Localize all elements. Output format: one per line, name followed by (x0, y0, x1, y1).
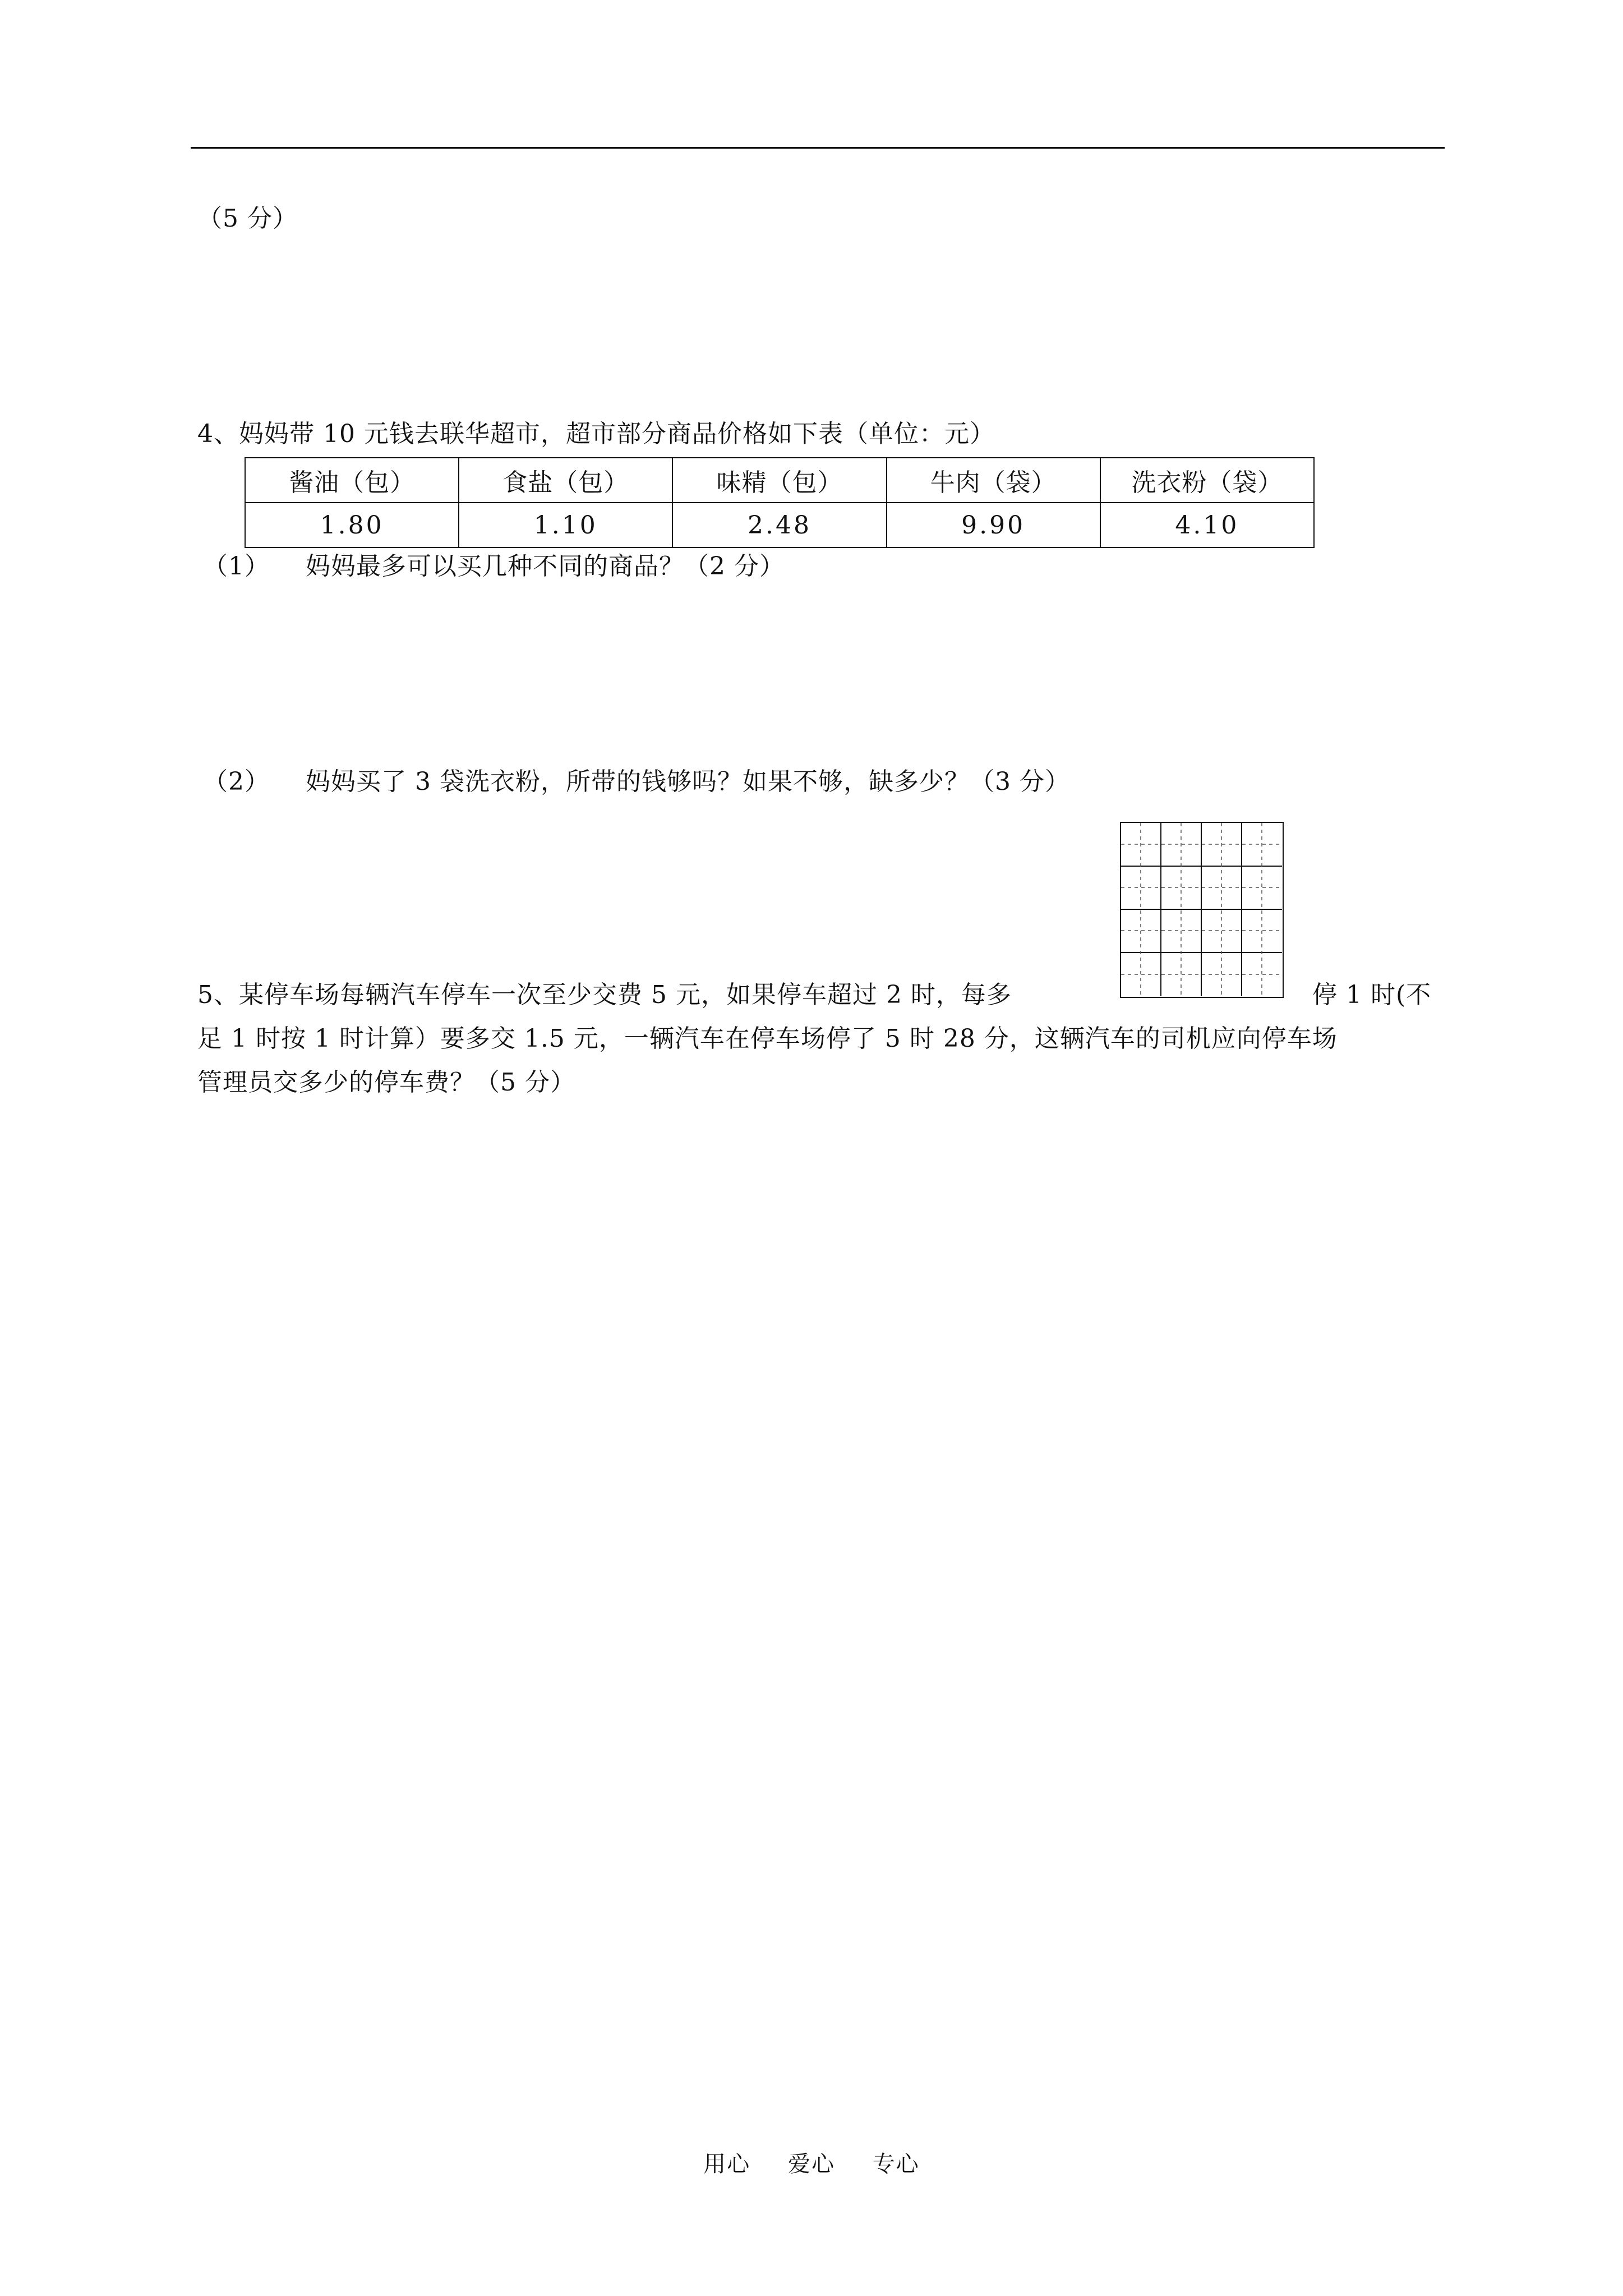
q5-line1-left: 5、某停车场每辆汽车停车一次至少交费 5 元，如果停车超过 2 时，每多 (197, 981, 1012, 1009)
q4-sub1-text: 妈妈最多可以买几种不同的商品？（2 分） (306, 552, 785, 581)
grid-lines (1121, 823, 1282, 996)
footer-item: 用心 (703, 2151, 751, 2177)
price-table-value-cell: 1.10 (459, 503, 672, 547)
price-table-header-row (245, 458, 1314, 503)
price-table-value-cell: 2.48 (672, 503, 886, 547)
footer (0, 2146, 1623, 2178)
price-table-value-cell: 1.80 (245, 503, 459, 547)
price-table-header-cell: 酱油（包） (245, 458, 459, 503)
q4-sub2-text: 妈妈买了 3 袋洗衣粉，所带的钱够吗？如果不够，缺多少？（3 分） (306, 767, 1070, 796)
q3-score: （5 分） (197, 204, 298, 233)
footer-item: 专心 (872, 2151, 920, 2177)
price-table-header-cell: 食盐（包） (459, 458, 672, 503)
price-table-header-cell: 味精（包） (672, 458, 886, 503)
q4-sub1-label: （1） (203, 552, 270, 581)
q4-sub2-label: （2） (203, 767, 270, 796)
q4-stem: 4、妈妈带 10 元钱去联华超市，超市部分商品价格如下表（单位：元） (197, 420, 995, 448)
q4-sub1 (203, 550, 785, 583)
price-table-value-row (245, 503, 1314, 547)
footer-item: 爱心 (788, 2151, 835, 2177)
q5-line2: 足 1 时按 1 时计算）要多交 1.5 元，一辆汽车在停车场停了 5 时 28 分，这辆汽车的司机应向停车场 (197, 1024, 1338, 1053)
price-table-header-cell: 洗衣粉（袋） (1100, 458, 1314, 503)
price-table-value-cell: 4.10 (1100, 503, 1314, 547)
price-table (245, 457, 1315, 548)
header-rule (191, 147, 1445, 149)
grid-figure (1120, 822, 1284, 998)
price-table-header-cell: 牛肉（袋） (887, 458, 1100, 503)
q5-line1-right: 停 1 时(不 (1312, 981, 1432, 1009)
price-table-value-cell: 9.90 (887, 503, 1100, 547)
q4-sub2 (203, 765, 1070, 799)
q5-line3: 管理员交多少的停车费？（5 分） (197, 1068, 575, 1097)
